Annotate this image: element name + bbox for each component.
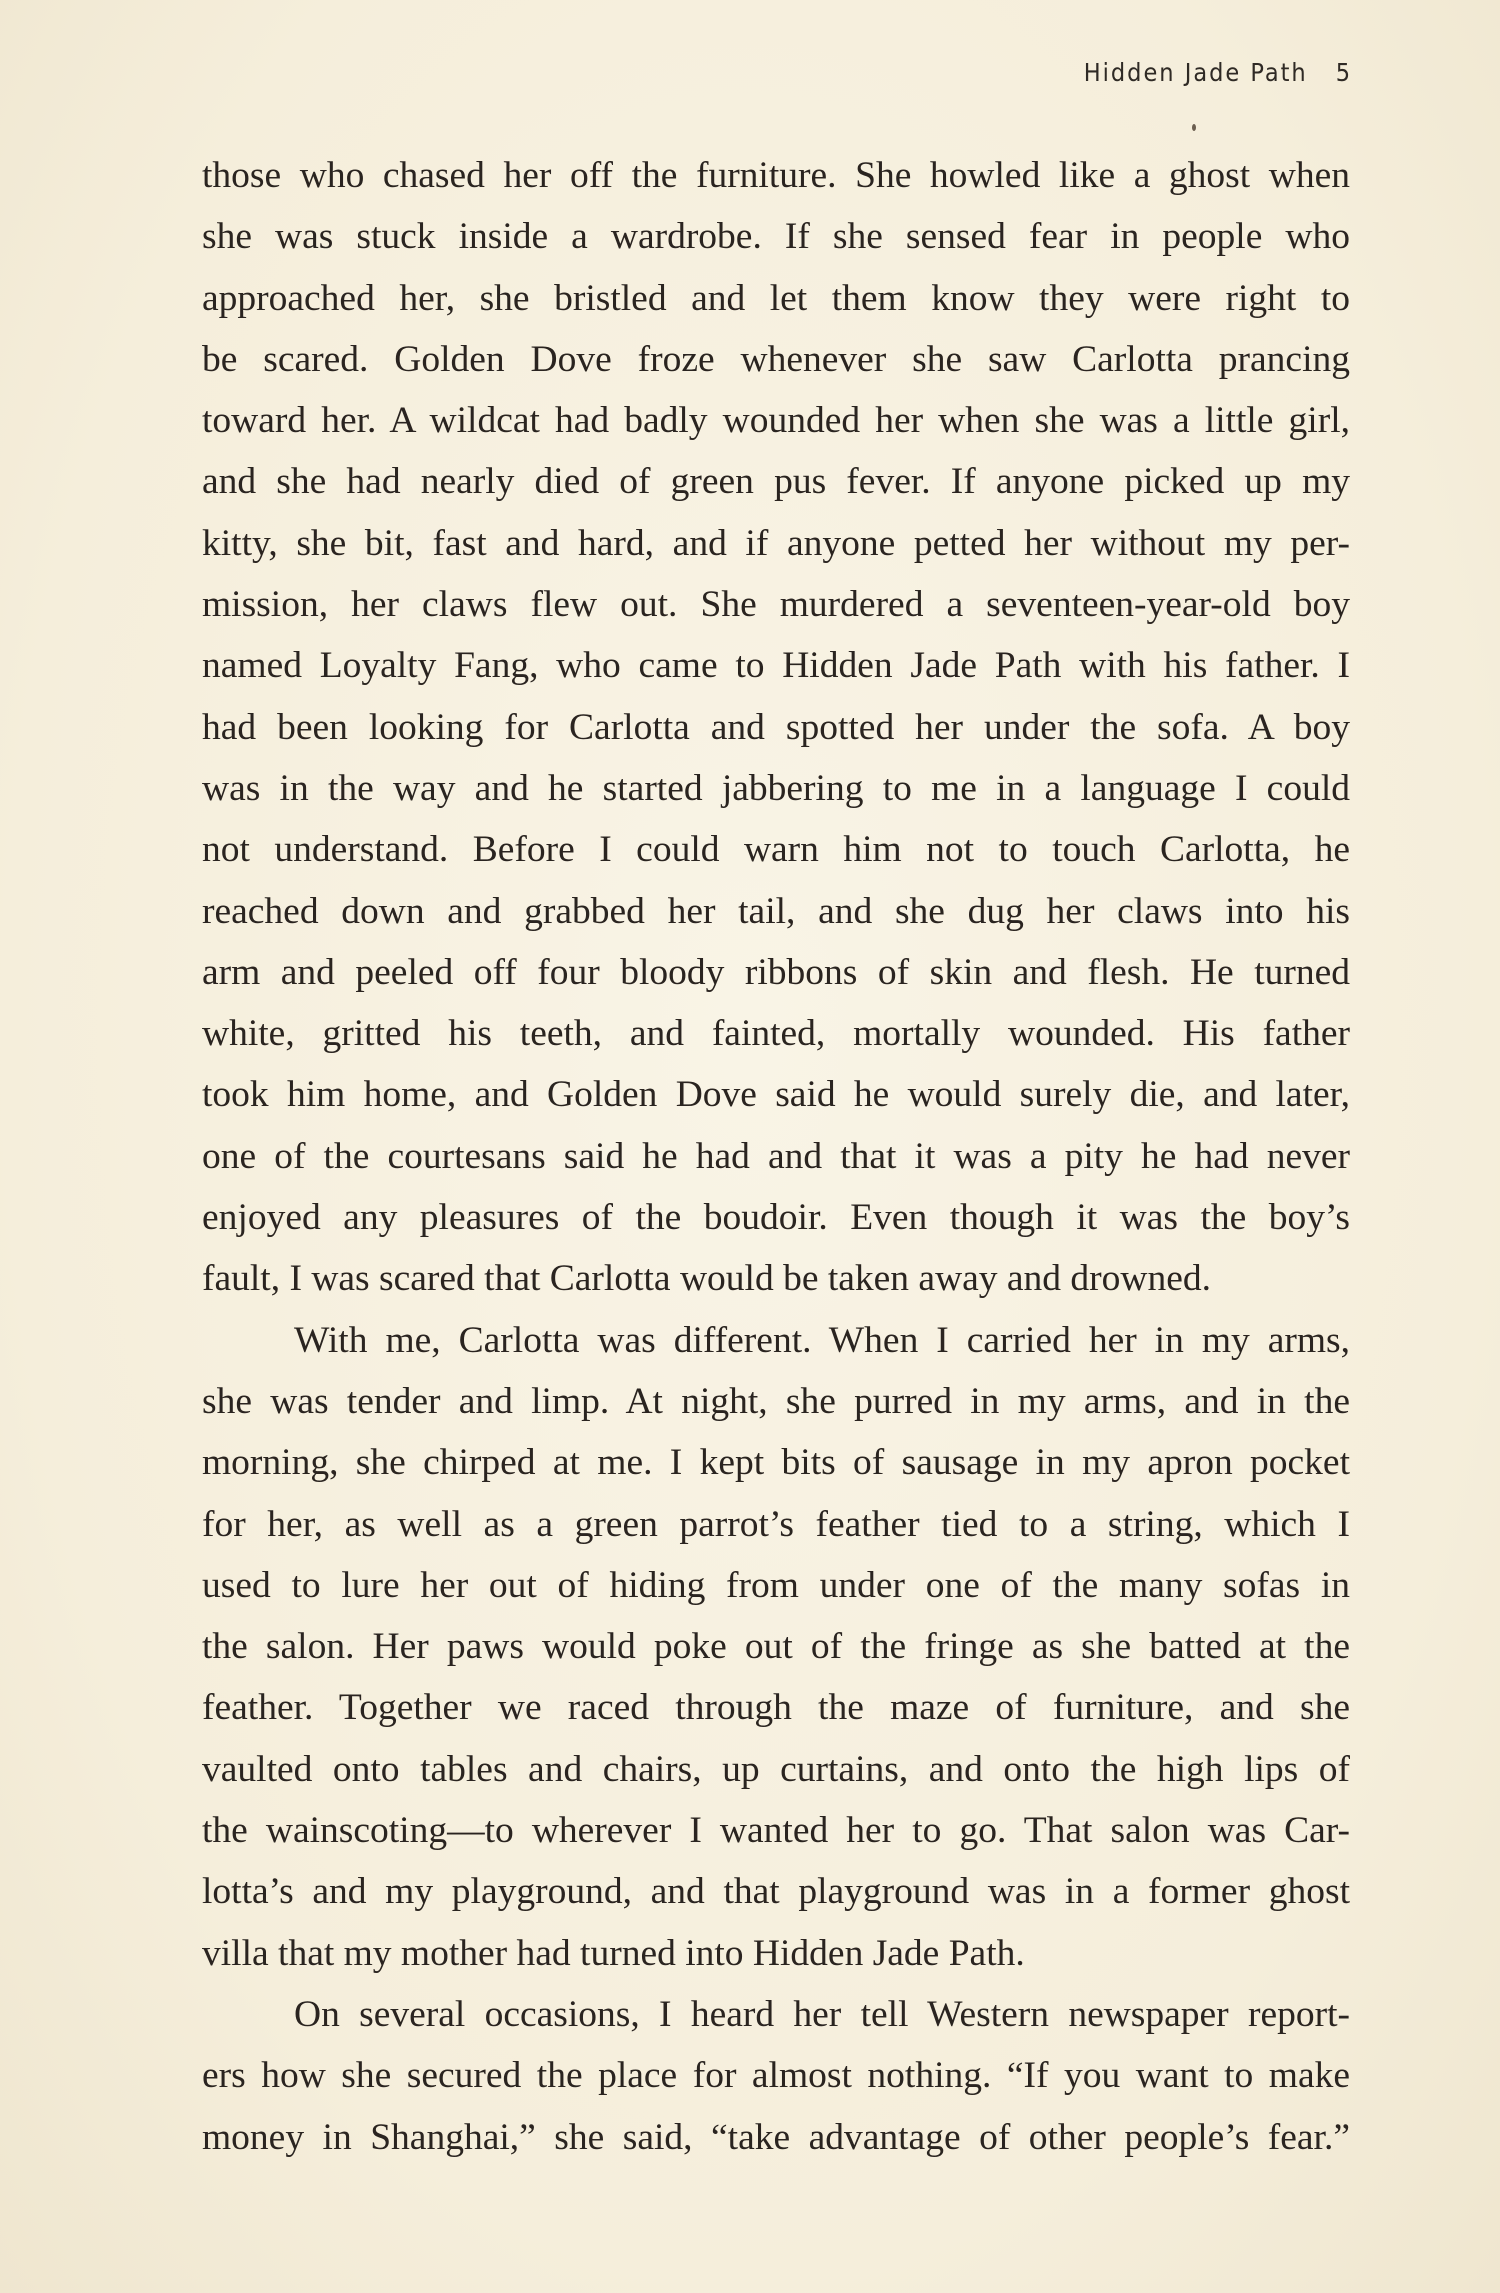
text-line: ers how she secured the place for almost nothing. “If you want to make bbox=[202, 2055, 1350, 2097]
text-line: villa that my mother had turned into Hidden Jade Path. bbox=[202, 1932, 1025, 1974]
text-line: be scared. Golden Dove froze whenever she saw Carlotta prancing bbox=[202, 338, 1350, 380]
text-line: mission, her claws flew out. She murdered a seventeen-year-old boy bbox=[202, 584, 1350, 626]
text-line: and she had nearly died of green pus fever. If anyone picked up my bbox=[202, 461, 1350, 503]
text-line: not understand. Before I could warn him not to touch Carlotta, he bbox=[202, 829, 1350, 871]
text-line: With me, Carlotta was different. When I carried her in my arms, bbox=[294, 1319, 1350, 1361]
text-line: approached her, she bristled and let them know they were right to bbox=[202, 277, 1350, 319]
text-line: used to lure her out of hiding from under one of the many sofas in bbox=[202, 1564, 1350, 1606]
text-line: took him home, and Golden Dove said he would surely die, and later, bbox=[202, 1074, 1350, 1116]
text-line: kitty, she bit, fast and hard, and if anyone petted her without my per- bbox=[202, 522, 1350, 564]
body-text bbox=[202, 145, 1350, 2168]
text-line: named Loyalty Fang, who came to Hidden Jade Path with his father. I bbox=[202, 645, 1350, 687]
text-line: reached down and grabbed her tail, and she dug her claws into his bbox=[202, 890, 1350, 932]
text-line: On several occasions, I heard her tell Western newspaper report- bbox=[294, 1993, 1350, 2035]
text-line: had been looking for Carlotta and spotted her under the sofa. A boy bbox=[202, 706, 1350, 748]
text-line: the wainscoting—to wherever I wanted her to go. That salon was Car- bbox=[202, 1810, 1350, 1852]
text-line: money in Shanghai,” she said, “take advantage of other people’s fear.” bbox=[202, 2116, 1350, 2158]
text-line: one of the courtesans said he had and that it was a pity he had never bbox=[202, 1135, 1350, 1177]
ink-speck bbox=[1192, 124, 1196, 131]
text-line: morning, she chirped at me. I kept bits of sausage in my apron pocket bbox=[202, 1442, 1350, 1484]
text-line: toward her. A wildcat had badly wounded her when she was a little girl, bbox=[202, 400, 1350, 442]
text-line: she was tender and limp. At night, she purred in my arms, and in the bbox=[202, 1380, 1350, 1422]
running-title: Hidden Jade Path bbox=[1083, 58, 1308, 87]
text-line: white, gritted his teeth, and fainted, mortally wounded. His father bbox=[202, 1013, 1350, 1055]
text-line: the salon. Her paws would poke out of the fringe as she batted at the bbox=[202, 1626, 1350, 1668]
text-line: lotta’s and my playground, and that playground was in a former ghost bbox=[202, 1871, 1350, 1913]
text-line: those who chased her off the furniture. She howled like a ghost when bbox=[202, 155, 1350, 196]
text-line: fault, I was scared that Carlotta would be taken away and drowned. bbox=[202, 1258, 1212, 1300]
text-line: for her, as well as a green parrot’s feather tied to a string, which I bbox=[202, 1503, 1350, 1545]
text-line: vaulted onto tables and chairs, up curtains, and onto the high lips of bbox=[202, 1748, 1350, 1790]
text-line: feather. Together we raced through the maze of furniture, and she bbox=[202, 1687, 1350, 1729]
text-line: was in the way and he started jabbering to me in a language I could bbox=[202, 767, 1350, 809]
page-number: 5 bbox=[1335, 58, 1352, 87]
text-line: she was stuck inside a wardrobe. If she sensed fear in people who bbox=[202, 216, 1350, 258]
text-line: enjoyed any pleasures of the boudoir. Even though it was the boy’s bbox=[202, 1197, 1350, 1239]
text-line: arm and peeled off four bloody ribbons of skin and flesh. He turned bbox=[202, 951, 1350, 993]
running-head bbox=[1084, 58, 1352, 87]
